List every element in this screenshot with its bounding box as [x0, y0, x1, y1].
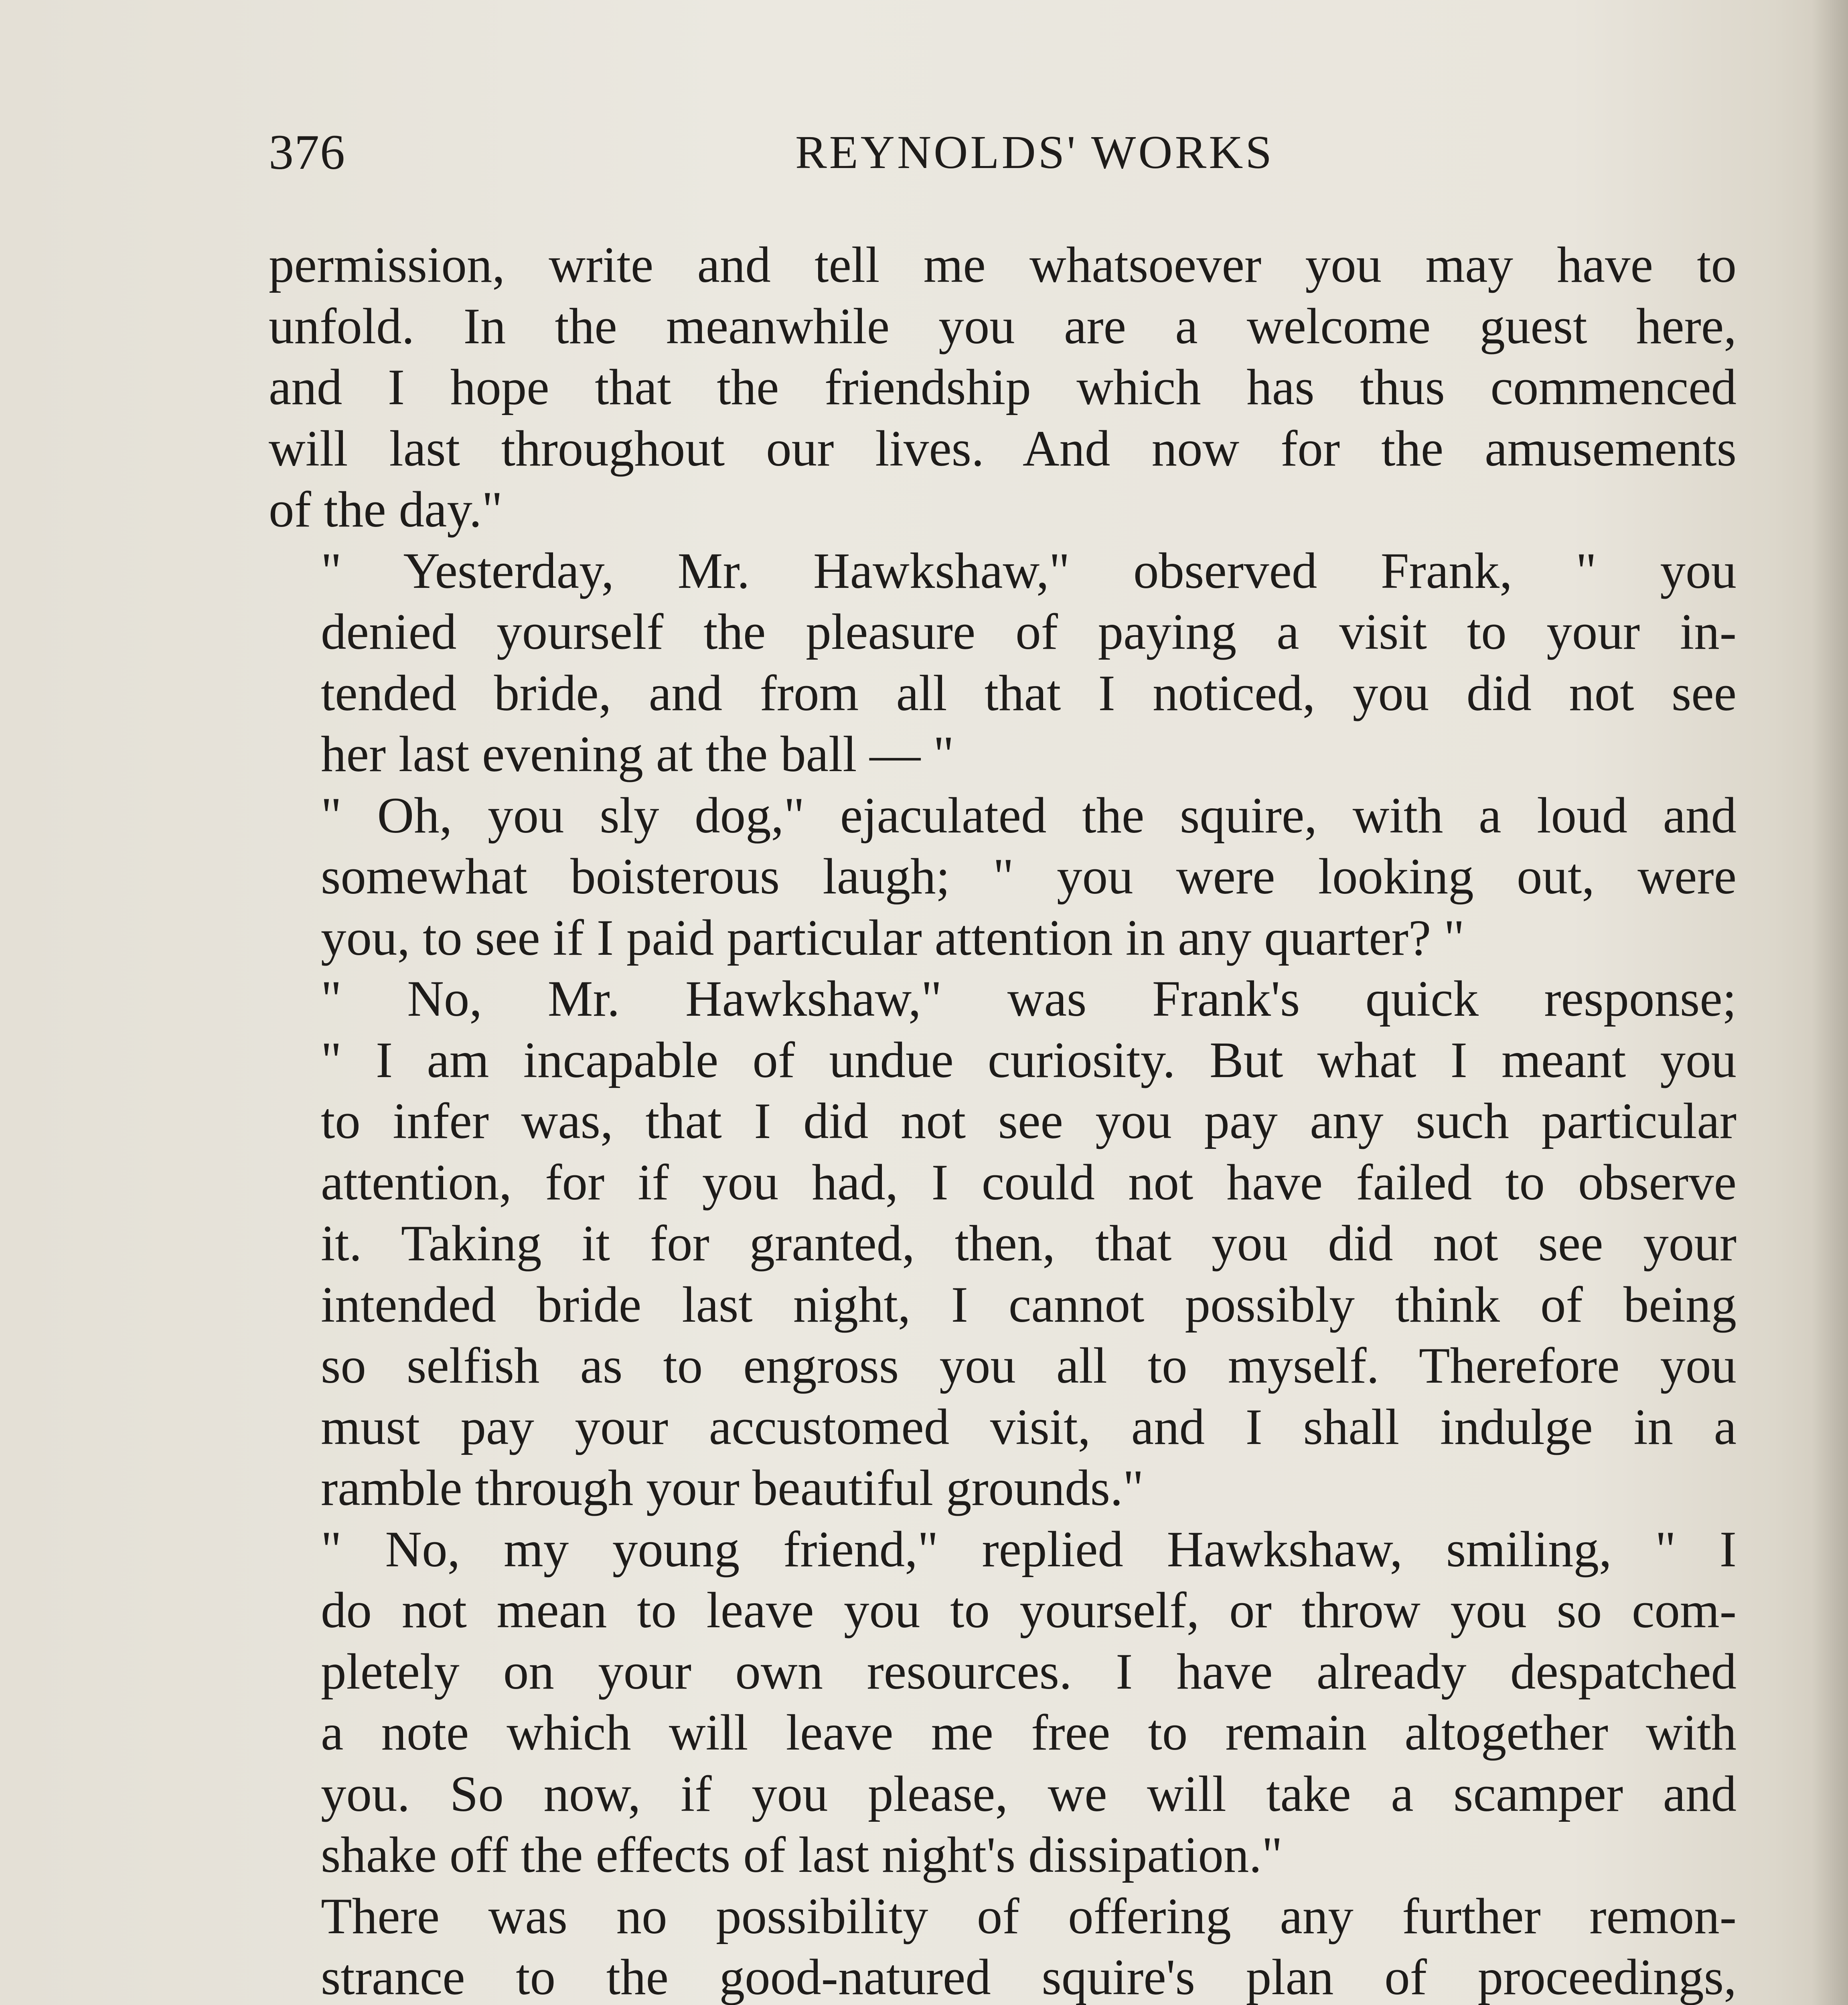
text-line: attention, for if you had, I could not have failed to observe	[321, 1154, 1737, 1211]
paragraph	[269, 785, 1737, 969]
text-line: so selfish as to engross you all to myself. Therefore you	[321, 1338, 1737, 1394]
text-line: unfold. In the meanwhile you are a welcome guest here,	[269, 298, 1737, 354]
text-line: must pay your accustomed visit, and I shall indulge in a	[321, 1399, 1737, 1455]
text-line: " Oh, you sly dog," ejaculated the squire, with a loud and	[321, 787, 1737, 844]
text-line: " No, my young friend," replied Hawkshaw, smiling, " I	[321, 1521, 1737, 1578]
page-number: 376	[269, 125, 346, 180]
text-line: " No, Mr. Hawkshaw," was Frank's quick response;	[321, 971, 1737, 1027]
text-line: will last throughout our lives. And now for the amusements	[269, 420, 1737, 477]
text-line: permission, write and tell me whatsoever you may have to	[269, 237, 1737, 293]
text-line: " I am incapable of undue curiosity. But what I meant you	[321, 1032, 1737, 1088]
text-line: denied yourself the pleasure of paying a visit to your in-	[321, 604, 1737, 660]
text-line: pletely on your own resources. I have already despatched	[321, 1643, 1737, 1700]
paragraph	[269, 968, 1737, 1519]
text-line: ramble through your beautiful grounds."	[321, 1460, 1144, 1516]
text-line: a note which will leave me free to remain altogether with	[321, 1705, 1737, 1761]
text-line: tended bride, and from all that I noticed, you did not see	[321, 665, 1737, 721]
paragraph	[269, 541, 1737, 785]
running-title: REYNOLDS' WORKS	[795, 126, 1275, 178]
text-line: her last evening at the ball — "	[321, 726, 954, 782]
paragraph	[269, 1886, 1737, 2005]
text-line: to infer was, that I did not see you pay any such particular	[321, 1093, 1737, 1149]
text-line: There was no possibility of offering any further remon-	[321, 1888, 1737, 1944]
text-line: you, to see if I paid particular attention in any quarter? "	[321, 909, 1465, 966]
text-line: do not mean to leave you to yourself, or throw you so com-	[321, 1582, 1737, 1638]
text-line: shake off the effects of last night's dissipation."	[321, 1827, 1283, 1883]
text-line: strance to the good-natured squire's plan of proceedings,	[321, 1949, 1737, 2005]
page-edge-shadow	[1812, 0, 1848, 2005]
running-head	[269, 120, 1737, 184]
text-line: you. So now, if you please, we will take a scamper and	[321, 1766, 1737, 1822]
body-text	[269, 235, 1737, 2005]
text-line: of the day."	[269, 482, 503, 538]
text-line: and I hope that the friendship which has thus commenced	[269, 359, 1737, 415]
paragraph	[269, 1519, 1737, 1886]
text-line: it. Taking it for granted, then, that you did not see your	[321, 1215, 1737, 1272]
text-line: intended bride last night, I cannot possibly think of being	[321, 1276, 1737, 1333]
paragraph	[269, 235, 1737, 541]
text-line: somewhat boisterous laugh; " you were looking out, were	[321, 849, 1737, 905]
text-line: " Yesterday, Mr. Hawkshaw," observed Frank, " you	[321, 543, 1737, 599]
